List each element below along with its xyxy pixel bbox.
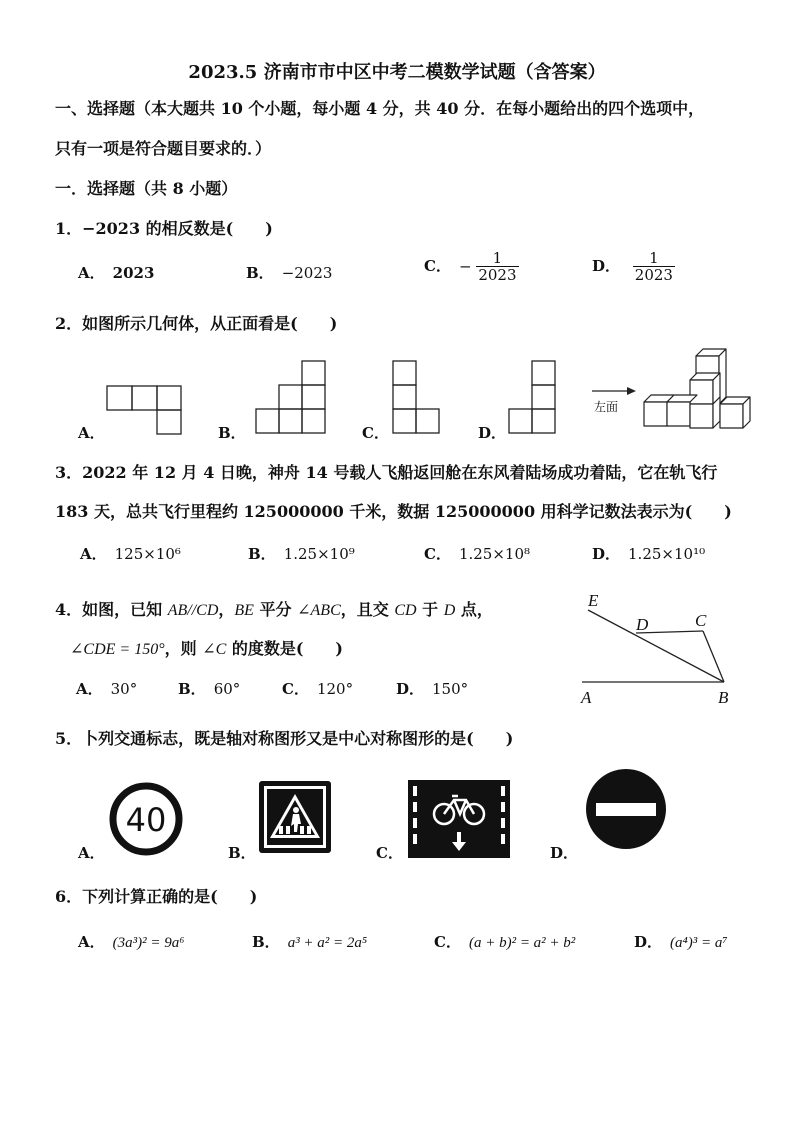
q4-line1-mid2: 平分 — [253, 600, 298, 619]
question-4-line1 — [55, 597, 493, 620]
q4-option-d — [396, 678, 468, 699]
q5-option-a-label: A． — [78, 844, 105, 862]
point-E-label: E — [588, 591, 599, 610]
q1-option-c-numerator: 1 — [492, 249, 503, 267]
q4-line2-mid: ，则 — [164, 639, 203, 658]
question-5-stem: 5．卜列交通标志，既是轴对称图形又是中心对称图形的是( ) — [55, 729, 514, 748]
q4-option-d-value: 150° — [432, 680, 469, 698]
q3-option-d — [592, 543, 705, 564]
q1-option-c — [424, 250, 519, 283]
q2-option-b-figure — [255, 360, 327, 436]
q1-option-c-label: C． — [424, 256, 451, 275]
no-entry-sign-icon — [584, 767, 668, 851]
q3-option-a-value: 125×10⁶ — [114, 545, 181, 563]
q4-geometry-figure — [578, 590, 738, 710]
q4-line1-math1: AB//CD — [167, 602, 219, 619]
q6-option-a — [78, 931, 184, 952]
q2-option-c-figure — [392, 360, 442, 436]
q1-option-a-label: A． — [78, 264, 105, 282]
q4-option-a-value: 30° — [110, 680, 138, 698]
point-C-label: C — [695, 611, 707, 630]
q4-option-b-label: B． — [178, 680, 206, 698]
q1-option-c-sign: − — [458, 257, 472, 276]
q3-option-b — [248, 543, 355, 564]
question-1-stem: 1．−2023 的相反数是( ) — [55, 219, 273, 238]
question-3-line1: 3．2022 年 12 月 4 日晚，神舟 14 号载人飞船返回舱在东风着陆场成功着陆，它在轨飞行 — [55, 463, 718, 482]
q4-line2-math2: ∠C — [202, 641, 227, 658]
q2-solid-figure — [640, 346, 756, 438]
q3-option-c-label: C． — [424, 545, 451, 563]
q6-option-b-label: B． — [252, 933, 280, 951]
q6-option-a-label: A． — [78, 933, 105, 951]
question-4-line2 — [70, 636, 343, 659]
q3-option-c — [424, 543, 530, 564]
q1-option-a — [78, 262, 162, 283]
line-CB — [703, 631, 724, 682]
q3-option-b-value: 1.25×10⁹ — [283, 545, 355, 563]
point-B-label: B — [718, 688, 729, 707]
q6-option-b — [252, 931, 367, 952]
q3-option-d-value: 1.25×10¹⁰ — [628, 545, 706, 563]
section-instructions-line1: 一、选择题（本大题共 10 个小题，每小题 4 分，共 40 分．在每小题给出的四个选项中， — [55, 99, 705, 118]
view-direction-label: 左面 — [594, 400, 619, 414]
q6-option-c-label: C． — [434, 933, 461, 951]
q4-line1-mid3: ，且交 — [340, 600, 395, 619]
q4-line1-math2: BE — [234, 602, 254, 619]
q4-line1-mid4: 于 — [416, 600, 444, 619]
pedestrian-crossing-sign-icon — [258, 780, 332, 854]
section-instructions-line2: 只有一项是符合题目要求的．） — [55, 139, 272, 158]
speed-limit-sign-icon — [108, 781, 184, 857]
q2-option-b-label: B． — [218, 424, 246, 442]
q5-option-c-label: C． — [376, 844, 403, 862]
question-2-stem: 2．如图所示几何体，从正面看是( ) — [55, 314, 338, 333]
q1-option-b-value: −2023 — [281, 264, 333, 282]
q6-option-c-value: (a + b)² = a² + b² — [468, 935, 576, 951]
point-A-label: A — [581, 688, 592, 707]
q1-option-c-denominator: 2023 — [478, 266, 517, 284]
q2-option-d-label: D． — [478, 424, 507, 442]
q1-option-d-numerator: 1 — [649, 249, 659, 267]
q3-option-d-label: D． — [592, 545, 621, 563]
q1-option-d-fraction — [633, 250, 675, 283]
q1-option-d-denominator: 2023 — [634, 266, 673, 284]
q1-option-d — [592, 250, 675, 283]
q6-option-d-label: D． — [634, 933, 663, 951]
q6-option-b-value: a³ + a² = 2a⁵ — [287, 935, 368, 951]
q4-line1-math5: D — [443, 602, 456, 619]
q4-option-a — [76, 678, 137, 699]
q4-line2-end: 的度数是( ) — [226, 639, 343, 658]
q3-option-c-value: 1.25×10⁸ — [458, 545, 531, 563]
q5-option-b-label: B． — [228, 844, 256, 862]
q1-option-b — [246, 262, 332, 283]
q3-option-a — [80, 543, 181, 564]
question-6-stem: 6．下列计算正确的是( ) — [55, 887, 258, 906]
q4-line1-end: 点， — [455, 600, 493, 619]
q4-option-c-value: 120° — [316, 680, 354, 698]
q6-option-a-value: (3a³)² = 9a⁶ — [112, 935, 185, 951]
q2-option-a-label: A． — [78, 424, 105, 442]
section-heading: 一．选择题（共 8 小题） — [55, 179, 238, 198]
q2-option-c-label: C． — [362, 424, 389, 442]
q5-option-d-label: D． — [550, 844, 579, 862]
q1-option-a-value: 2023 — [112, 264, 155, 282]
q4-option-c — [282, 678, 353, 699]
q6-option-d — [634, 931, 728, 952]
q6-option-d-value: (a⁴)³ = a⁷ — [670, 935, 728, 951]
q4-option-d-label: D． — [396, 680, 425, 698]
q4-line1-mid: ， — [218, 600, 235, 619]
page-title: 2023.5 济南市市中区中考二模数学试题（含答案） — [188, 62, 606, 83]
q4-option-a-label: A． — [76, 680, 103, 698]
q6-option-c — [434, 931, 575, 952]
view-direction-arrow-icon — [590, 384, 640, 398]
q4-line2-math1: ∠CDE = 150° — [70, 641, 165, 658]
q1-option-b-label: B． — [246, 264, 274, 282]
q1-option-d-label: D． — [592, 256, 621, 275]
q4-option-c-label: C． — [282, 680, 309, 698]
q3-option-a-label: A． — [80, 545, 107, 563]
q1-option-c-fraction — [476, 250, 518, 283]
question-3-line2: 183 天，总共飞行里程约 125000000 千米，数据 125000000 用科学记数法表示为( ) — [55, 502, 732, 521]
q2-option-a-figure — [106, 385, 182, 437]
q4-line1-math3: ∠ABC — [297, 602, 341, 619]
speed-limit-value: 40 — [125, 801, 167, 839]
q3-option-b-label: B． — [248, 545, 276, 563]
q4-option-b — [178, 678, 240, 699]
bicycle-lane-sign-icon — [408, 780, 510, 858]
q2-option-d-figure — [508, 360, 558, 436]
q4-option-b-value: 60° — [213, 680, 241, 698]
q4-line1-math4: CD — [394, 602, 417, 619]
q4-line1-pre: 4．如图，已知 — [55, 600, 168, 619]
point-D-label: D — [636, 615, 649, 634]
